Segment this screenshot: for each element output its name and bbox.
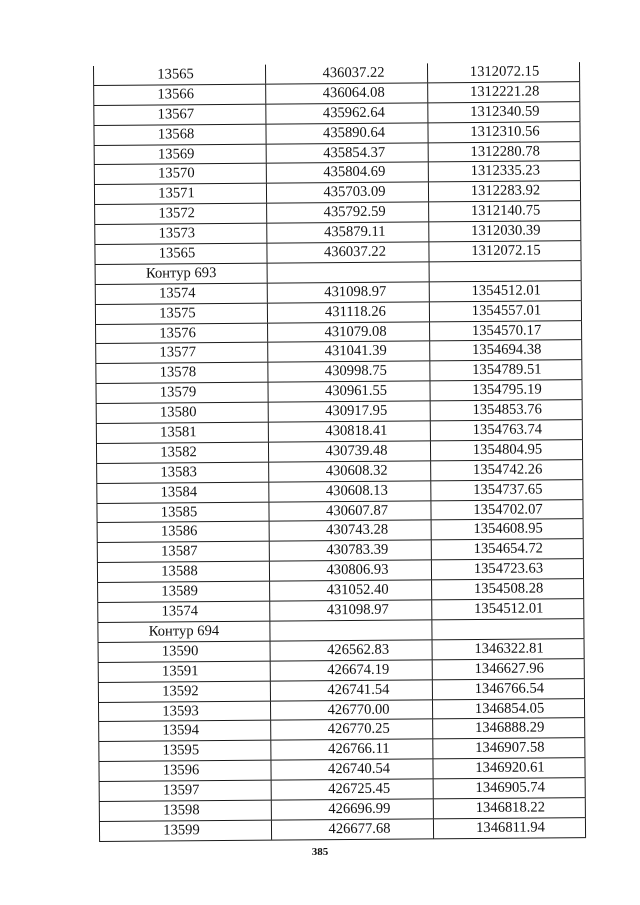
- x-coordinate-cell: 426674.19: [270, 660, 432, 680]
- x-coordinate-cell: 426770.25: [270, 720, 432, 740]
- x-coordinate-cell: 426725.45: [271, 779, 433, 799]
- point-number-cell: 13572: [94, 204, 266, 224]
- y-coordinate-cell: 1346854.05: [432, 699, 585, 719]
- empty-cell: [267, 262, 429, 282]
- point-number-cell: 13578: [95, 363, 267, 383]
- x-coordinate-cell: 430961.55: [267, 382, 429, 402]
- point-number-cell: 13569: [94, 144, 266, 164]
- x-coordinate-cell: 435879.11: [266, 222, 428, 242]
- y-coordinate-cell: 1354694.38: [429, 341, 582, 361]
- x-coordinate-cell: 431118.26: [267, 302, 429, 322]
- y-coordinate-cell: 1354742.26: [430, 460, 583, 480]
- coordinates-table: [93, 62, 586, 842]
- x-coordinate-cell: 431052.40: [269, 581, 431, 601]
- contour-label: Контур 694: [97, 622, 269, 642]
- y-coordinate-cell: 1346888.29: [432, 719, 585, 739]
- x-coordinate-cell: 426741.54: [270, 680, 432, 700]
- point-number-cell: 13585: [96, 502, 268, 522]
- page-number: 385: [311, 846, 329, 858]
- point-number-cell: 13593: [98, 701, 270, 721]
- x-coordinate-cell: 430607.87: [268, 501, 430, 521]
- y-coordinate-cell: 1312280.78: [428, 142, 581, 162]
- x-coordinate-cell: 426766.11: [270, 740, 432, 760]
- y-coordinate-cell: 1312030.39: [428, 221, 581, 241]
- point-number-cell: 13565: [94, 244, 266, 264]
- point-number-cell: 13590: [98, 641, 270, 661]
- point-number-cell: 13582: [96, 443, 268, 463]
- y-coordinate-cell: 1312072.15: [428, 241, 581, 261]
- y-coordinate-cell: 1354789.51: [429, 361, 582, 381]
- table-row: [99, 818, 586, 842]
- y-coordinate-cell: 1354654.72: [431, 540, 584, 560]
- y-coordinate-cell: 1354702.07: [430, 500, 583, 520]
- point-number-cell: 13577: [95, 343, 267, 363]
- x-coordinate-cell: 430743.28: [269, 521, 431, 541]
- y-coordinate-cell: 1354608.95: [431, 520, 584, 540]
- point-number-cell: 13596: [98, 761, 270, 781]
- point-number-cell: 13592: [98, 681, 270, 701]
- y-coordinate-cell: 1312340.59: [427, 102, 580, 122]
- point-number-cell: 13591: [98, 661, 270, 681]
- y-coordinate-cell: 1346920.61: [432, 758, 585, 778]
- y-coordinate-cell: 1346905.74: [433, 778, 586, 798]
- point-number-cell: 13584: [96, 482, 268, 502]
- empty-cell: [429, 261, 582, 281]
- y-coordinate-cell: 1312221.28: [427, 82, 580, 102]
- point-number-cell: 13583: [96, 462, 268, 482]
- x-coordinate-cell: 435703.09: [266, 183, 428, 203]
- x-coordinate-cell: 431079.08: [267, 322, 429, 342]
- y-coordinate-cell: 1312283.92: [428, 182, 581, 202]
- point-number-cell: 13575: [95, 303, 267, 323]
- point-number-cell: 13566: [93, 85, 265, 105]
- x-coordinate-cell: 426677.68: [271, 819, 433, 839]
- x-coordinate-cell: 430917.95: [268, 402, 430, 422]
- point-number-cell: 13568: [93, 124, 265, 144]
- x-coordinate-cell: 430608.32: [268, 461, 430, 481]
- point-number-cell: 13573: [94, 224, 266, 244]
- y-coordinate-cell: 1354804.95: [430, 440, 583, 460]
- x-coordinate-cell: 435854.37: [266, 143, 428, 163]
- y-coordinate-cell: 1354853.76: [430, 400, 583, 420]
- point-number-cell: 13581: [96, 423, 268, 443]
- y-coordinate-cell: 1354508.28: [431, 579, 584, 599]
- point-number-cell: 13567: [93, 104, 265, 124]
- empty-cell: [269, 620, 431, 640]
- x-coordinate-cell: 430783.39: [269, 541, 431, 561]
- y-coordinate-cell: 1346766.54: [432, 679, 585, 699]
- y-coordinate-cell: 1354737.65: [430, 480, 583, 500]
- x-coordinate-cell: 430818.41: [268, 421, 430, 441]
- point-number-cell: 13598: [99, 801, 271, 821]
- y-coordinate-cell: 1354570.17: [429, 321, 582, 341]
- y-coordinate-cell: 1312072.15: [427, 62, 580, 82]
- point-number-cell: 13586: [97, 522, 269, 542]
- x-coordinate-cell: 435804.69: [266, 163, 428, 183]
- x-coordinate-cell: 430739.48: [268, 441, 430, 461]
- y-coordinate-cell: 1346811.94: [433, 818, 586, 838]
- point-number-cell: 13574: [95, 283, 267, 303]
- point-number-cell: 13594: [98, 721, 270, 741]
- point-number-cell: 13571: [94, 184, 266, 204]
- y-coordinate-cell: 1354557.01: [429, 301, 582, 321]
- x-coordinate-cell: 430608.13: [268, 481, 430, 501]
- y-coordinate-cell: 1354723.63: [431, 559, 584, 579]
- y-coordinate-cell: 1312140.75: [428, 201, 581, 221]
- point-number-cell: 13588: [97, 562, 269, 582]
- x-coordinate-cell: 431098.97: [267, 282, 429, 302]
- y-coordinate-cell: 1346322.81: [432, 639, 585, 659]
- empty-cell: [431, 619, 584, 639]
- point-number-cell: 13597: [99, 781, 271, 801]
- x-coordinate-cell: 436037.22: [265, 63, 427, 83]
- y-coordinate-cell: 1346627.96: [432, 659, 585, 679]
- x-coordinate-cell: 435890.64: [265, 123, 427, 143]
- y-coordinate-cell: 1312310.56: [427, 122, 580, 142]
- y-coordinate-cell: 1346907.58: [432, 738, 585, 758]
- y-coordinate-cell: 1354512.01: [429, 281, 582, 301]
- x-coordinate-cell: 430806.93: [269, 561, 431, 581]
- point-number-cell: 13574: [97, 602, 269, 622]
- x-coordinate-cell: 426770.00: [270, 700, 432, 720]
- x-coordinate-cell: 435962.64: [265, 103, 427, 123]
- y-coordinate-cell: 1354795.19: [429, 380, 582, 400]
- x-coordinate-cell: 435792.59: [266, 203, 428, 223]
- point-number-cell: 13579: [95, 383, 267, 403]
- point-number-cell: 13570: [94, 164, 266, 184]
- x-coordinate-cell: 431098.97: [269, 600, 431, 620]
- y-coordinate-cell: 1354512.01: [431, 599, 584, 619]
- point-number-cell: 13595: [98, 741, 270, 761]
- x-coordinate-cell: 436064.08: [265, 83, 427, 103]
- contour-label: Контур 693: [95, 264, 267, 284]
- x-coordinate-cell: 436037.22: [266, 242, 428, 262]
- x-coordinate-cell: 426696.99: [271, 799, 433, 819]
- x-coordinate-cell: 426740.54: [270, 760, 432, 780]
- x-coordinate-cell: 430998.75: [267, 362, 429, 382]
- point-number-cell: 13580: [96, 403, 268, 423]
- point-number-cell: 13599: [99, 820, 271, 840]
- y-coordinate-cell: 1354763.74: [430, 420, 583, 440]
- point-number-cell: 13576: [95, 323, 267, 343]
- y-coordinate-cell: 1346818.22: [433, 798, 586, 818]
- y-coordinate-cell: 1312335.23: [428, 162, 581, 182]
- point-number-cell: 13565: [93, 65, 265, 85]
- point-number-cell: 13589: [97, 582, 269, 602]
- point-number-cell: 13587: [97, 542, 269, 562]
- x-coordinate-cell: 426562.83: [270, 640, 432, 660]
- x-coordinate-cell: 431041.39: [267, 342, 429, 362]
